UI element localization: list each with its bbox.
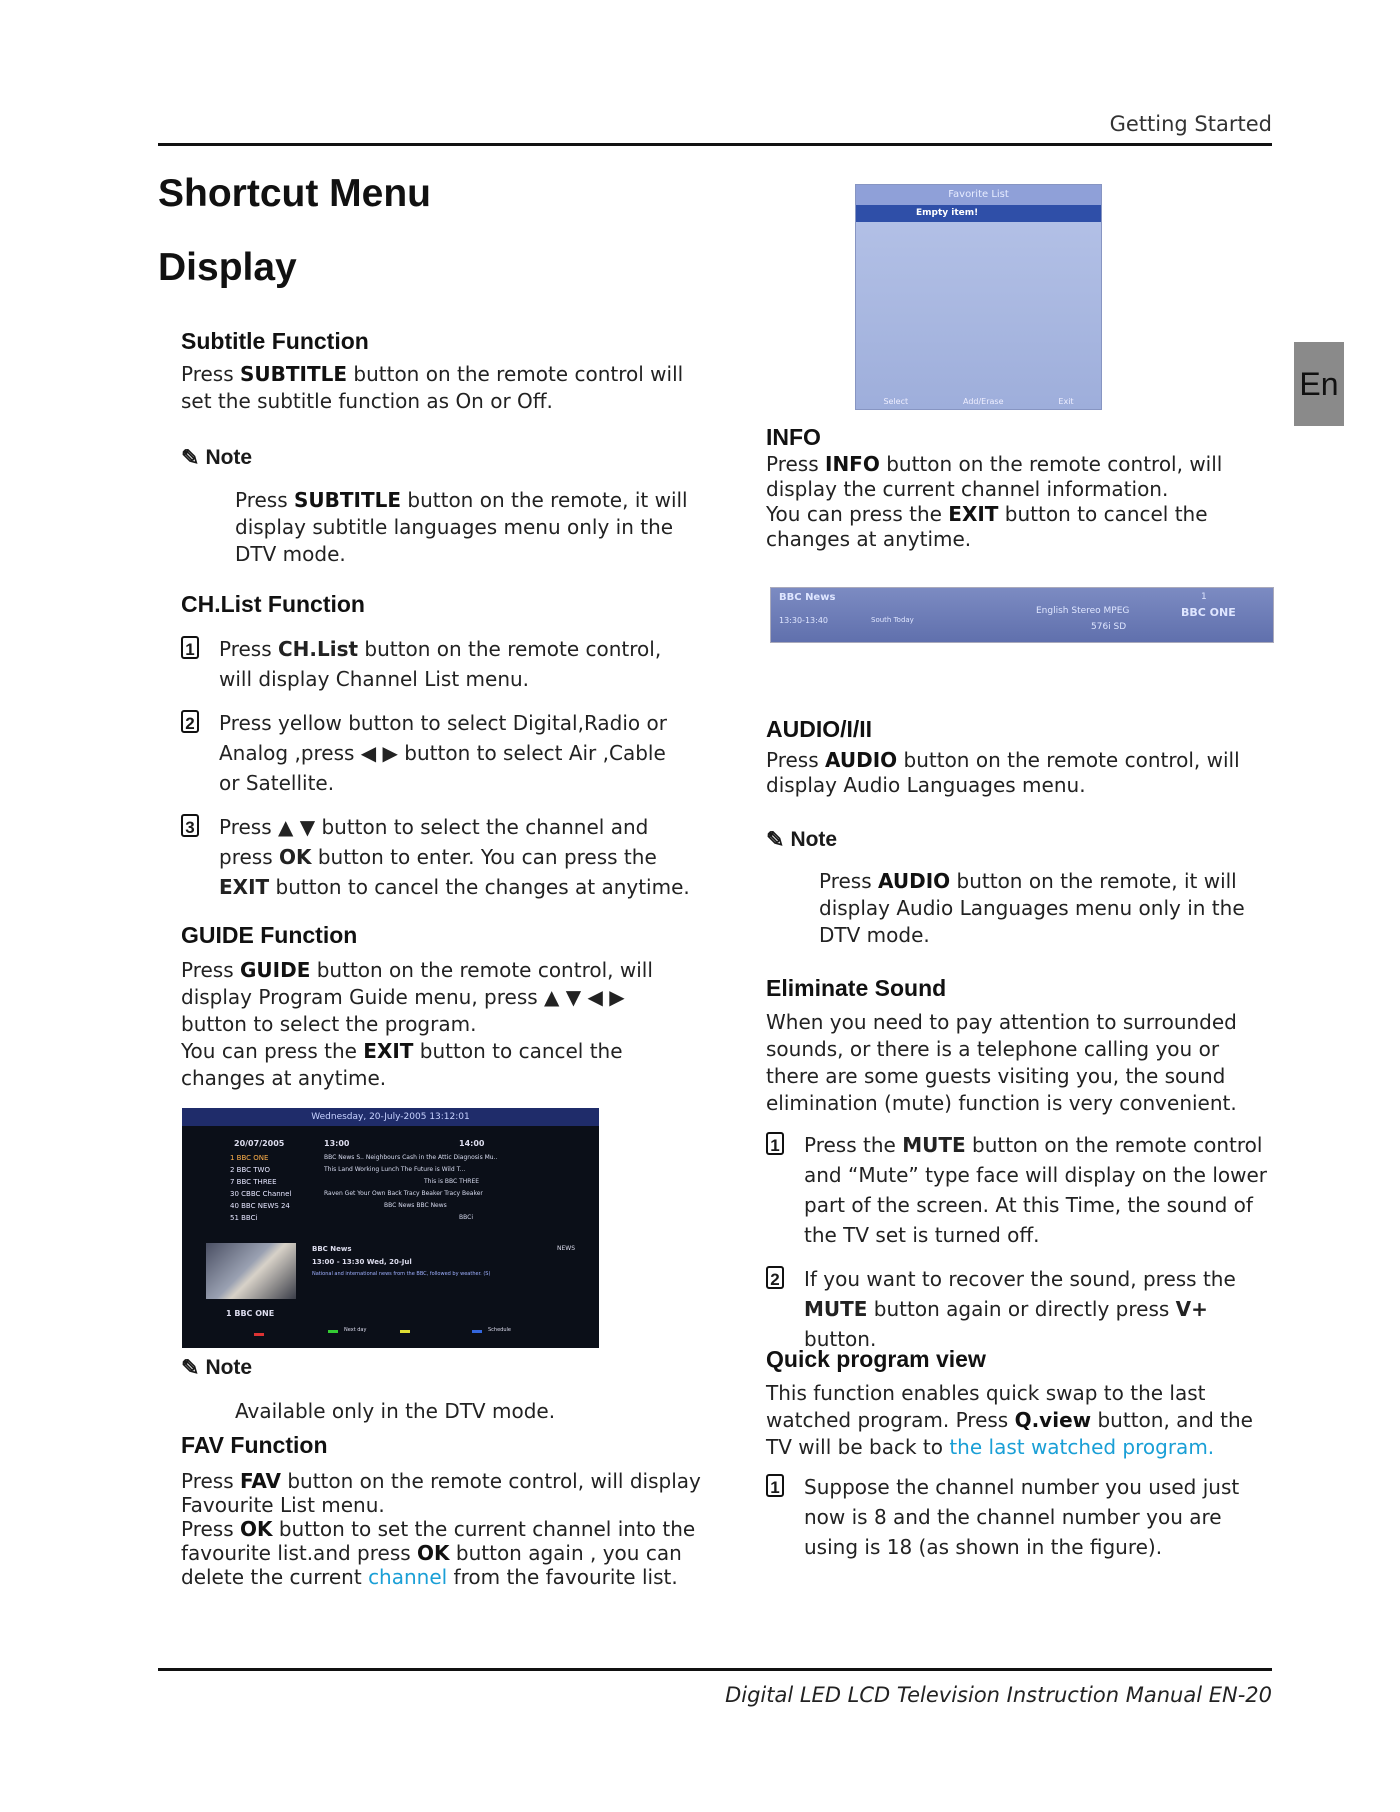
- chlist-step-3: 3 Press ▲ ▼ button to select the channel and press OK button to enter. You can press the EXIT button to cancel the changes at anytime.: [181, 812, 691, 902]
- guide-time-1: 13:00: [324, 1139, 350, 1148]
- info-audio: English Stereo MPEG: [1036, 606, 1130, 616]
- guide-channel: 7 BBC THREE: [230, 1178, 277, 1186]
- footer-text: Digital LED LCD Television Instruction Manual EN-20: [725, 1683, 1272, 1707]
- favorite-list-screenshot: [855, 184, 1102, 410]
- audio-heading: AUDIO/I/II: [766, 716, 873, 742]
- guide-note-body: Available only in the DTV mode.: [235, 1399, 556, 1423]
- footer-rule: [158, 1668, 1272, 1671]
- quick-view-step-1: 1 Suppose the channel number you used just now is 8 and the channel number you are using is 18 (as shown in the figure).: [766, 1472, 1276, 1562]
- language-tab: En: [1294, 342, 1344, 426]
- fav-screen-item: Empty item!: [856, 205, 1101, 222]
- guide-time-2: 14:00: [459, 1139, 485, 1148]
- audio-note: ✎ Note: [766, 827, 838, 852]
- step-number: 2: [766, 1266, 784, 1289]
- guide-channel: 30 CBBC Channel: [230, 1190, 292, 1198]
- program-guide-screenshot: [182, 1108, 599, 1348]
- guide-channel: 2 BBC TWO: [230, 1166, 270, 1174]
- guide-datetime: Wednesday, 20-July-2005 13:12:01: [182, 1108, 599, 1126]
- blue-key-icon: [472, 1330, 482, 1333]
- subtitle-note-body: Press SUBTITLE button on the remote, it will display subtitle languages menu only in the DTV mode.: [235, 488, 688, 566]
- guide-channel: 40 BBC NEWS 24: [230, 1202, 290, 1210]
- step-number: 2: [181, 710, 199, 733]
- pencil-icon: ✎: [766, 827, 785, 852]
- guide-program-row: This is BBC THREE: [424, 1178, 480, 1185]
- guide-detail-desc: National and international news from the BBC, followed by weather. (S): [312, 1271, 491, 1277]
- pencil-icon: ✎: [181, 445, 200, 470]
- info-heading: INFO: [766, 424, 821, 450]
- guide-detail-tag: NEWS: [557, 1245, 576, 1252]
- info-resolution: 576i SD: [1091, 622, 1127, 632]
- info-program-time: 13:30-13:40: [779, 616, 828, 625]
- step-number: 1: [181, 636, 199, 659]
- fav-footer-select: Select: [883, 397, 909, 406]
- guide-footer-next-day: Next day: [344, 1327, 367, 1333]
- info-program-name: BBC News: [779, 592, 836, 603]
- fav-function-heading: FAV Function: [181, 1432, 328, 1458]
- subtitle-note: ✎ Note: [181, 445, 253, 470]
- guide-channel: 51 BBCi: [230, 1214, 258, 1222]
- green-key-icon: [328, 1330, 338, 1333]
- chlist-step-2: 2 Press yellow button to select Digital,Radio or Analog ,press ◀ ▶ button to select Air ,Cable or Satellite.: [181, 708, 691, 798]
- page-title: Shortcut Menu: [158, 172, 431, 215]
- header-section: Getting Started: [1109, 112, 1272, 136]
- info-body: Press INFO button on the remote control, will display the current channel information. You can press the EXIT button to cancel the changes at anytime.: [766, 452, 1223, 551]
- guide-channel: 1 BBC ONE: [230, 1154, 269, 1162]
- mute-step-1: 1 Press the MUTE button on the remote control and “Mute” type face will display on the lower part of the screen. At this Time, the sound of the TV set is turned off.: [766, 1130, 1276, 1250]
- quick-view-heading: Quick program view: [766, 1346, 986, 1372]
- info-channel-name: BBC ONE: [1181, 606, 1236, 619]
- guide-program-row: BBC News S.. Neighbours Cash in the Attic Diagnosis Mu..: [324, 1154, 498, 1161]
- info-channel-number: 1: [1201, 592, 1207, 602]
- subtitle-function-heading: Subtitle Function: [181, 328, 369, 354]
- quick-view-body: This function enables quick swap to the last watched program. Press Q.view button, and the TV will be back to the last watched program.: [766, 1381, 1253, 1459]
- guide-detail-time: 13:00 - 13:30 Wed, 20-Jul: [312, 1258, 412, 1266]
- fav-footer-add-erase: Add/Erase: [963, 397, 1004, 406]
- fav-footer-exit: Exit: [1058, 397, 1074, 406]
- chlist-step-1: 1 Press CH.List button on the remote control, will display Channel List menu.: [181, 634, 691, 694]
- fav-function-body: Press FAV button on the remote control, will display Favourite List menu. Press OK button to set the current channel into the favourite list.and press OK button again , you can delete the current channel from the favourite list.: [181, 1469, 701, 1589]
- channel-link[interactable]: channel: [368, 1565, 448, 1589]
- guide-program-row: BBCi: [459, 1214, 473, 1221]
- yellow-key-icon: [400, 1330, 410, 1333]
- subtitle-function-body: Press SUBTITLE button on the remote control will set the subtitle function as On or Off.: [181, 362, 684, 413]
- guide-footer-schedule: Schedule: [488, 1327, 511, 1333]
- guide-program-row: BBC News BBC News: [384, 1202, 447, 1209]
- step-number: 1: [766, 1474, 784, 1497]
- guide-function-heading: GUIDE Function: [181, 922, 358, 948]
- page-subtitle: Display: [158, 246, 297, 289]
- red-key-icon: [254, 1333, 264, 1336]
- audio-note-body: Press AUDIO button on the remote, it will display Audio Languages menu only in the DTV mode.: [819, 869, 1245, 947]
- eliminate-sound-body: When you need to pay attention to surrounded sounds, or there is a telephone calling you or there are some guests visiting you, the sound elimination (mute) function is very convenient.: [766, 1010, 1237, 1115]
- guide-detail-title: BBC News: [312, 1245, 352, 1253]
- chlist-function-heading: CH.List Function: [181, 591, 365, 617]
- step-number: 3: [181, 814, 199, 837]
- step-number: 1: [766, 1132, 784, 1155]
- last-watched-link[interactable]: the last watched program.: [949, 1435, 1215, 1459]
- audio-body: Press AUDIO button on the remote control, will display Audio Languages menu.: [766, 748, 1240, 797]
- guide-program-row: Raven Get Your Own Back Tracy Beaker Tracy Beaker: [324, 1190, 483, 1197]
- guide-note: ✎ Note: [181, 1355, 253, 1380]
- eliminate-sound-heading: Eliminate Sound: [766, 975, 947, 1001]
- fav-screen-title: Favorite List: [856, 185, 1101, 205]
- mute-step-2: 2 If you want to recover the sound, press the MUTE button again or directly press V+ button.: [766, 1264, 1276, 1354]
- guide-function-body: Press GUIDE button on the remote control, will display Program Guide menu, press ▲ ▼ ◀ ▶ button to select the program. You can press the EXIT button to cancel the changes at anytime.: [181, 958, 653, 1090]
- guide-program-row: This Land Working Lunch The Future is Wild T...: [324, 1166, 466, 1173]
- info-next-program: South Today: [871, 616, 914, 624]
- channel-preview-image: [206, 1243, 296, 1299]
- guide-date: 20/07/2005: [234, 1139, 285, 1148]
- info-banner-screenshot: [770, 587, 1274, 643]
- guide-channel-label: 1 BBC ONE: [226, 1309, 275, 1318]
- header-rule: [158, 143, 1272, 146]
- pencil-icon: ✎: [181, 1355, 200, 1380]
